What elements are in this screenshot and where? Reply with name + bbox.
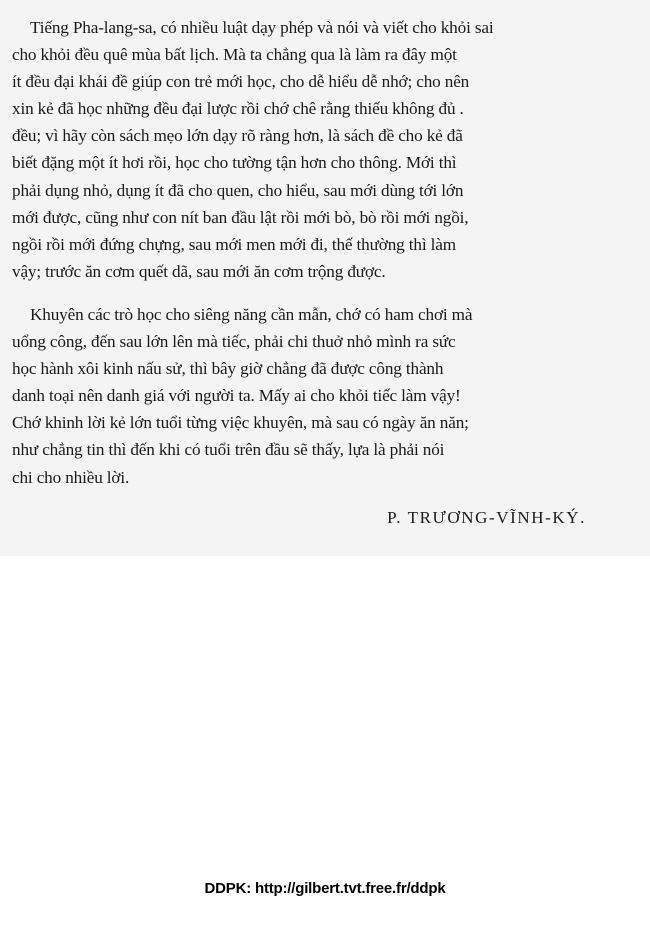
text-line: Tiếng Pha-lang-sa, có nhiều luật dạy phép và nói và viết cho khỏi sai — [30, 18, 494, 37]
text-line: đều; vì hãy còn sách mẹo lớn dạy rõ ràng hơn, là sách đề cho kẻ đã — [12, 126, 463, 146]
text-line: mới được, cũng như con nít ban đầu lật rồi mới bò, bò rồi mới ngồi, — [12, 207, 469, 227]
text-line: như chẳng tin thì đến khi có tuổi trên đầu sẽ thấy, lựa là phải nói — [12, 440, 445, 460]
text-line: chi cho nhiều lời. — [12, 467, 130, 487]
text-line: danh toại nên danh giá với người ta. Mấy ai cho khỏi tiếc làm vậy! — [12, 386, 461, 406]
text-line: học hành xôi kinh nấu sử, thì bây giờ chẳng đã được công thành — [12, 359, 444, 379]
paragraph-2 — [12, 301, 640, 491]
signature: P. TRƯƠNG-VĨNH-KÝ. — [387, 508, 586, 527]
text-line: Chớ khinh lời kẻ lớn tuổi từng việc khuyên, mà sau có ngày ăn năn; — [12, 413, 469, 433]
text-line: phải dụng nhỏ, dụng ít đã cho quen, cho hiểu, sau mới dùng tới lớn — [12, 180, 464, 200]
text-line: vậy; trước ăn cơm quết dã, sau mới ăn cơm trộng được. — [12, 261, 386, 281]
text-line: xin kẻ đã học những đều đại lược rồi chớ chê rằng thiếu không đủ . — [12, 99, 464, 119]
text-line: ít đều đại khái đề giúp con trẻ mới học, cho dễ hiểu dễ nhớ; cho nên — [12, 72, 470, 92]
text-line: Khuyên các trò học cho siêng năng cần mẫn, chớ có ham chơi mà — [30, 305, 473, 324]
paragraph-1 — [12, 14, 640, 285]
footer-credit: DDPK: http://gilbert.tvt.free.fr/ddpk — [204, 880, 446, 897]
text-line: biết đặng một ít hơi rồi, học cho tường tận hơn cho thông. Mới thì — [12, 153, 457, 173]
text-line: cho khỏi đều quê mùa bất lịch. Mà ta chẳng qua là làm ra đây một — [12, 45, 457, 65]
text-line: ngồi rồi mới đứng chựng, sau mới men mới đi, thế thường thì làm — [12, 234, 456, 254]
text-line: uổng công, đến sau lớn lên mà tiếc, phải chi thuở nhỏ mình ra sức — [12, 332, 456, 352]
